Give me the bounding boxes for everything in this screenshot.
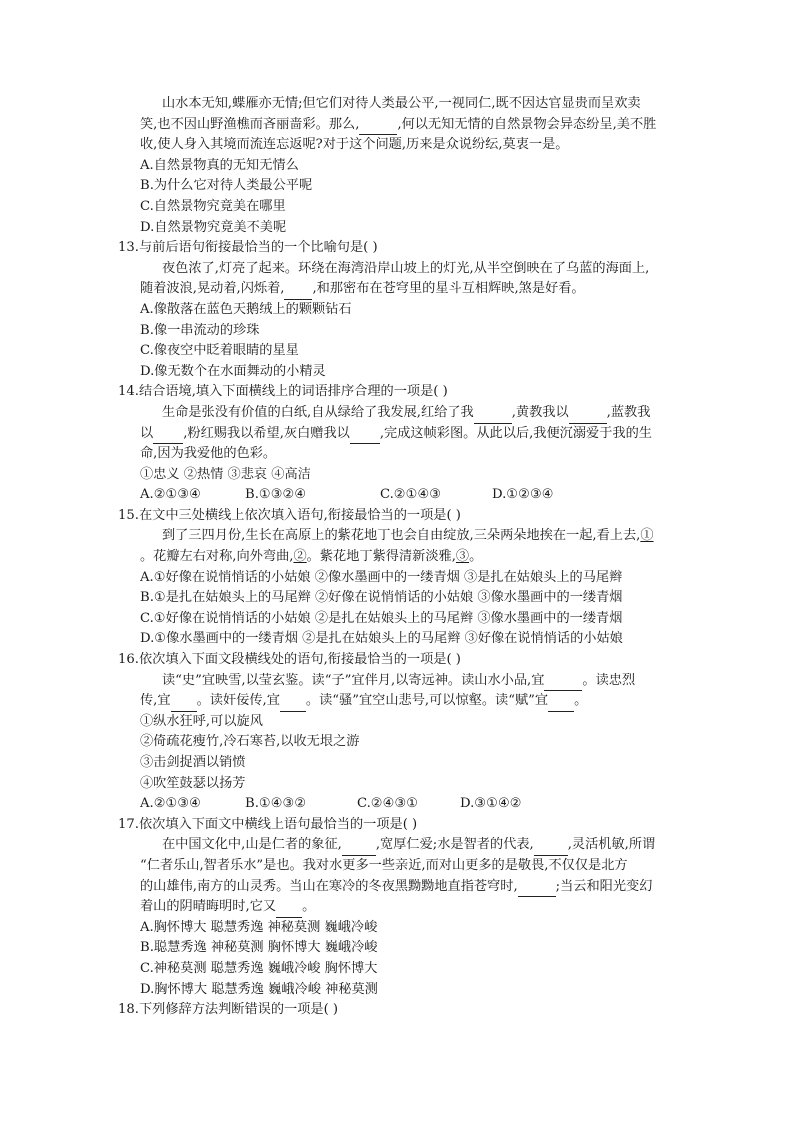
q12-passage-line-1: 山水本无知,蝶雁亦无情;但它们对待人类最公平,一视同仁,既不因达官显贵而呈欢卖 — [162, 96, 641, 111]
q15-passage-line-2: 。花瓣左右对称,向外弯曲,②。紫花地丁紫得清新淡雅,③。 — [140, 549, 483, 565]
q16-passage-line-2: 传,宜 。读奸佞传,宜 。读“骚”宜空山悲号,可以惊壑。读“赋”宜 。 — [140, 691, 680, 712]
q15-stem: 15.在文中三处横线上依次填入语句,衔接最恰当的一项是( ) — [118, 507, 461, 523]
fill-blank[interactable] — [518, 881, 556, 897]
q14-passage-line-2: 以 ,粉红赐我以希望,灰白赠我以 ,完成这帧彩图。从此以后,我便沉溺爱于我的生 — [140, 424, 680, 445]
q13-stem: 13.与前后语句衔接最恰当的一个比喻句是( ) — [118, 240, 378, 256]
q16-option-c[interactable]: C.②④③① — [357, 796, 419, 812]
fill-blank[interactable] — [359, 119, 397, 135]
q12-option-c[interactable]: C.自然景物究竟美在哪里 — [140, 198, 286, 214]
q12-option-b[interactable]: B.为什么它对待人类最公平呢 — [140, 178, 313, 194]
q16-stem: 16.依次填入下面文段横线处的语句,衔接最恰当的一项是( ) — [118, 652, 461, 668]
q13-option-c[interactable]: C.像夜空中眨着眼睛的星星 — [140, 343, 299, 359]
q12-passage-line-3: 收,使人身入其境而流连忘返呢?对于这个问题,历来是众说纷纭,莫衷一是。 — [140, 137, 569, 153]
q16-option-a[interactable]: A.②①③④ — [140, 796, 202, 812]
q12-passage-line-2: 笑,也不因山野渔樵而吝丽啬彩。那么, ,何以无知无情的自然景物会异态纷呈,美不胜 — [140, 115, 680, 136]
q13-option-d[interactable]: D.像无数个在水面舞动的小精灵 — [140, 363, 326, 379]
q14-passage-line-1: 生命是张没有价值的白纸,自从绿给了我发展,红给了我 ,黄教我以 ,蓝教我 — [140, 403, 680, 424]
fill-blank[interactable] — [280, 696, 306, 712]
q17-option-c[interactable]: C.神秘莫测 聪慧秀逸 巍峨冷峻 胸怀博大 — [140, 960, 378, 976]
q17-passage-line-3: 的山雄伟,南方的山灵秀。当山在寒冷的冬夜黑黝黝地直指苍穹时, ;当云和阳光变幻 — [140, 877, 680, 898]
q14-option-c[interactable]: C.②①④③ — [380, 487, 442, 503]
q13-passage-line-1: 夜色浓了,灯亮了起来。环绕在海湾沿岸山坡上的灯光,从半空倒映在了乌蓝的海面上, — [162, 260, 650, 276]
q14-items: ①忠义 ②热情 ③悲哀 ④高洁 — [140, 466, 311, 482]
q18-stem: 18.下列修辞方法判断错误的一项是( ) — [118, 1002, 339, 1018]
fill-blank[interactable] — [544, 675, 582, 691]
q16-passage-line-1: 读“史”宜映雪,以莹玄鉴。读“子”宜伴月,以寄远神。读山水小品,宜 。读忠烈 — [140, 671, 680, 692]
fill-blank[interactable] — [548, 696, 574, 712]
q15-option-a[interactable]: A.①好像在说悄悄话的小姑娘 ②像水墨画中的一缕青烟 ③是扎在姑娘头上的马尾辫 — [140, 569, 623, 585]
q15-option-d[interactable]: D.①像水墨画中的一缕青烟 ②是扎在姑娘头上的马尾辫 ③好像在说悄悄话的小姑娘 — [140, 631, 623, 647]
q13-option-b[interactable]: B.像一串流动的珍珠 — [140, 322, 260, 338]
q15-option-c[interactable]: C.①好像在说悄悄话的小姑娘 ②是扎在姑娘头上的马尾辫 ③像水墨画中的一缕青烟 — [140, 610, 623, 626]
q16-option-d[interactable]: D.③①④② — [460, 796, 522, 812]
fill-blank[interactable] — [342, 840, 376, 856]
q16-item-1: ①纵水狂呼,可以旋风 — [140, 713, 263, 729]
fill-blank-1[interactable]: ① — [640, 528, 654, 544]
q14-option-d[interactable]: D.①②③④ — [492, 487, 554, 503]
q12-option-a[interactable]: A.自然景物真的无知无情么 — [140, 157, 299, 173]
fill-blank[interactable] — [153, 428, 183, 444]
fill-blank-3[interactable]: ③ — [455, 549, 470, 565]
fill-blank[interactable] — [350, 428, 380, 444]
q14-stem: 14.结合语境,填入下面横线上的词语排序合理的一项是( ) — [118, 384, 448, 400]
q14-option-a[interactable]: A.②①③④ — [140, 487, 202, 503]
q17-option-b[interactable]: B.聪慧秀逸 神秘莫测 胸怀博大 巍峨冷峻 — [140, 940, 378, 956]
question-content — [118, 94, 680, 1021]
fill-blank[interactable] — [284, 284, 312, 300]
q17-option-a[interactable]: A.胸怀博大 聪慧秀逸 神秘莫测 巍峨冷峻 — [140, 919, 378, 935]
q13-passage-line-2: 随着波浪,晃动着,闪烁着, ,和那密布在苍穹里的星斗互相辉映,煞是好看。 — [140, 279, 680, 300]
q17-passage-line-4: 着山的阴晴晦明时,它又 。 — [140, 897, 680, 918]
fill-blank[interactable] — [569, 408, 607, 424]
fill-blank[interactable] — [474, 408, 512, 424]
q17-passage-line-1: 在中国文化中,山是仁者的象征, ,宽厚仁爱;水是智者的代表, ,灵活机敏,所谓 — [140, 835, 680, 856]
fill-blank[interactable] — [534, 840, 568, 856]
q17-option-d[interactable]: D.胸怀博大 聪慧秀逸 巍峨冷峻 神秘莫测 — [140, 981, 378, 997]
fill-blank[interactable] — [171, 696, 197, 712]
fill-blank-2[interactable]: ② — [293, 549, 307, 565]
q17-passage-line-2: “仁者乐山,智者乐水”是也。我对水更多一些亲近,而对山更多的是敬畏,不仅仅是北方 — [140, 857, 628, 873]
q16-item-3: ③击剑捉酒以销愤 — [140, 755, 246, 770]
fill-blank[interactable] — [276, 902, 302, 918]
q16-item-2: ②倚疏花瘦竹,冷石寒苔,以收无垠之游 — [140, 734, 360, 750]
q16-item-4: ④吹笙鼓瑟以扬芳 — [140, 775, 246, 791]
q17-stem: 17.依次填入下面文中横线上语句最恰当的一项是( ) — [118, 816, 418, 832]
q14-option-b[interactable]: B.①③②④ — [245, 487, 307, 503]
q15-option-b[interactable]: B.①是扎在姑娘头上的马尾辫 ②好像在说悄悄话的小姑娘 ③像水墨画中的一缕青烟 — [140, 590, 623, 606]
q16-options — [140, 794, 680, 815]
q14-passage-line-3: 命,因为我爱他的色彩。 — [140, 446, 277, 462]
q15-passage-line-1: 到了三四月份,生长在高原上的紫花地丁也会自由绽放,三朵两朵地挨在一起,看上去,① — [162, 528, 654, 544]
q14-options — [140, 485, 680, 506]
q16-option-b[interactable]: B.①④③② — [245, 796, 307, 812]
q13-option-a[interactable]: A.像散落在蓝色天鹅绒上的颗颗钻石 — [140, 301, 352, 317]
q12-option-d[interactable]: D.自然景物究竟美不美呢 — [140, 219, 287, 235]
